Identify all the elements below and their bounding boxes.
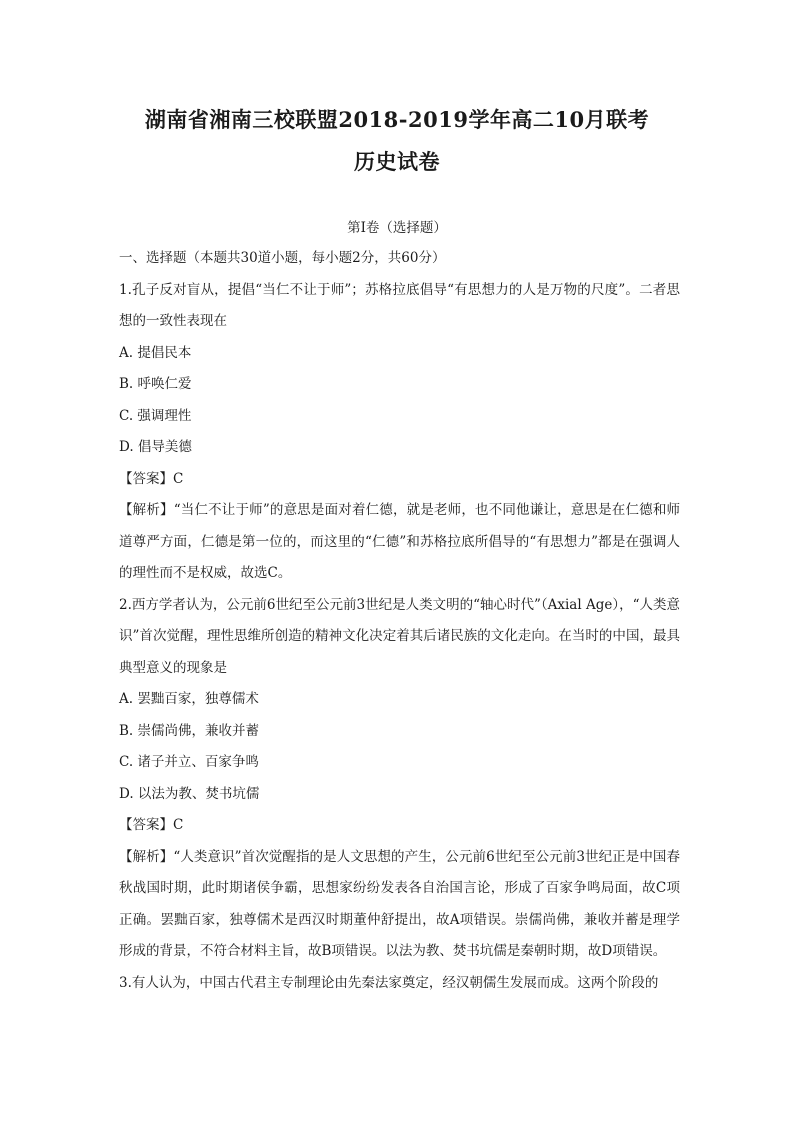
question-1-option-c: C. 强调理性 xyxy=(119,407,192,424)
question-2-answer: 【答案】C xyxy=(119,817,184,833)
section-instruction: 一、选择题（本题共30道小题，每小题2分，共60分） xyxy=(119,250,446,266)
section-heading: 第Ⅰ卷（选择题） xyxy=(347,220,447,236)
question-2-analysis: 【解析】“人类意识”首次觉醒指的是人文思想的产生，公元前6世纪至公元前3世纪正是中国春秋战国时期，此时期诸侯争霸，思想家纷纷发表各自治国言论，形成了百家争鸣局面，故C项正确。罢黜百家，独尊儒术是西汉时期董仲舒提出，故A项错误。崇儒尚佛，兼收并蓄是理学形成的背景，不符合材料主旨，故B项错误。以法为教、焚书坑儒是秦朝时期，故D项错误。 xyxy=(119,848,680,959)
question-3-stem: 3.有人认为，中国古代君主专制理论由先秦法家奠定，经汉朝儒生发展而成。这两个阶段的 xyxy=(119,974,659,991)
question-2-option-a: A. 罢黜百家，独尊儒术 xyxy=(119,691,259,707)
question-1-stem: 1.孔子反对盲从，提倡“当仁不让于师”；苏格拉底倡导“有思想力的人是万物的尺度”。二者思想的一致性表现在 xyxy=(119,281,680,329)
exam-content xyxy=(119,243,680,999)
question-2-option-b: B. 崇儒尚佛，兼收并蓄 xyxy=(119,722,260,739)
question-1-option-a: A. 提倡民本 xyxy=(119,344,192,361)
question-2-option-c: C. 诸子并立、百家争鸣 xyxy=(119,754,259,770)
question-1-option-b: B. 呼唤仁爱 xyxy=(119,376,192,392)
exam-subject-title: 历史试卷 xyxy=(354,149,440,174)
exam-title: 湖南省湘南三校联盟2018-2019学年高二10月联考 xyxy=(144,107,650,132)
question-1-analysis: 【解析】“当仁不让于师”的意思是面对着仁德，就是老师，也不同他谦让，意思是在仁德和师道尊严方面，仁德是第一位的，而这里的“仁德”和苏格拉底所倡导的“有思想力”都是在强调人的理性而不是权威，故选C。 xyxy=(119,502,680,581)
question-2-option-d: D. 以法为教、焚书坑儒 xyxy=(119,785,260,802)
question-1-answer: 【答案】C xyxy=(119,470,184,487)
question-2-stem: 2.西方学者认为，公元前6世纪至公元前3世纪是人类文明的“轴心时代”（Axial Age），“人类意识”首次觉醒，理性思维所创造的精神文化决定着其后诸民族的文化走向。在当时的中国，最具典型意义的现象是 xyxy=(119,596,680,676)
question-1-option-d: D. 倡导美德 xyxy=(119,439,192,455)
